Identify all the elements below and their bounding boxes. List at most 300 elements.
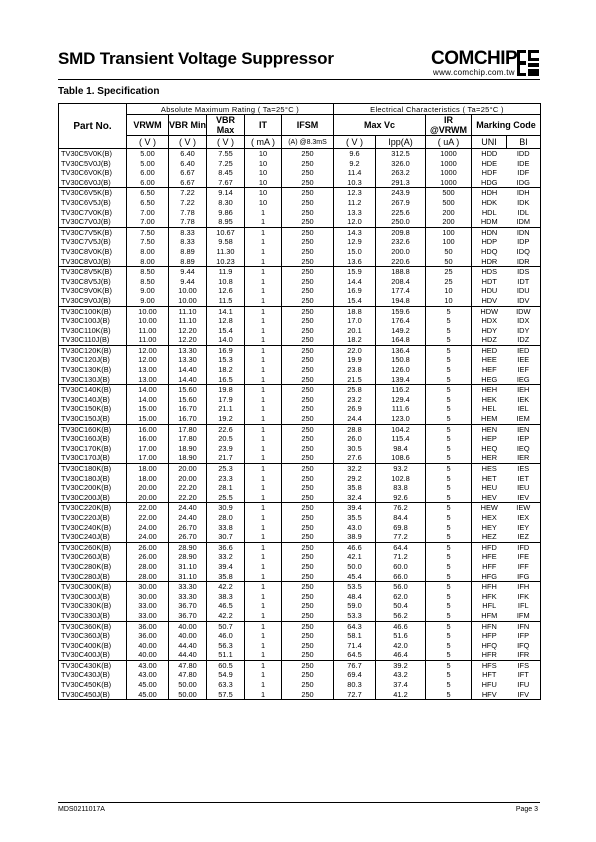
vrwm-cell: 33.00: [127, 611, 169, 621]
part-no-cell: TV30C180J(B): [59, 474, 127, 484]
max-vc-header: Max Vc: [334, 115, 426, 136]
marking-bi-cell: IEK: [507, 395, 541, 405]
part-no-cell: TV30C8V0J(B): [59, 257, 127, 267]
part-no-cell: TV30C430K(B): [59, 660, 127, 670]
it-cell: 1: [245, 247, 282, 257]
footer-rule: [58, 802, 540, 803]
vbr-max-cell: 10.67: [207, 227, 245, 237]
part-no-cell: TV30C140K(B): [59, 385, 127, 395]
vbr-max-cell: 10.8: [207, 277, 245, 287]
ipp-cell: 177.4: [376, 286, 426, 296]
vrwm-cell: 24.00: [127, 532, 169, 542]
it-cell: 1: [245, 296, 282, 306]
it-cell: 1: [245, 385, 282, 395]
table-row: [59, 690, 541, 700]
max-vc-cell: 18.8: [334, 306, 376, 316]
ifsm-cell: 250: [282, 178, 334, 188]
row-group: [59, 503, 541, 542]
marking-bi-cell: IFH: [507, 582, 541, 592]
vrwm-cell: 6.50: [127, 188, 169, 198]
table-row: [59, 434, 541, 444]
part-no-cell: TV30C220J(B): [59, 513, 127, 523]
ifsm-cell: 250: [282, 424, 334, 434]
ir-cell: 5: [426, 434, 472, 444]
ir-cell: 25: [426, 277, 472, 287]
marking-uni-cell: HFU: [472, 680, 507, 690]
table-row: [59, 464, 541, 474]
ipp-cell: 136.4: [376, 345, 426, 355]
electrical-group-header: Electrical Characteristics ( Ta=25°C ): [334, 104, 541, 115]
marking-uni-cell: HFL: [472, 601, 507, 611]
vbr-min-cell: 22.20: [169, 493, 207, 503]
max-vc-cell: 14.3: [334, 227, 376, 237]
ifsm-cell: 250: [282, 159, 334, 169]
ipp-cell: 123.0: [376, 414, 426, 424]
vbr-max-cell: 8.45: [207, 168, 245, 178]
ir-cell: 5: [426, 503, 472, 513]
ifsm-cell: 250: [282, 277, 334, 287]
vrwm-cell: 10.00: [127, 306, 169, 316]
ifsm-cell: 250: [282, 582, 334, 592]
vrwm-cell: 16.00: [127, 424, 169, 434]
table-row: [59, 650, 541, 660]
marking-bi-cell: IFN: [507, 621, 541, 631]
vbr-min-cell: 24.40: [169, 503, 207, 513]
marking-uni-cell: HFP: [472, 631, 507, 641]
ir-cell: 5: [426, 474, 472, 484]
ir-cell: 500: [426, 188, 472, 198]
it-cell: 1: [245, 621, 282, 631]
ifsm-cell: 250: [282, 198, 334, 208]
max-vc-cell: 15.9: [334, 267, 376, 277]
max-vc-cell: 64.5: [334, 650, 376, 660]
it-cell: 1: [245, 355, 282, 365]
brand-url[interactable]: www.comchip.com.tw: [433, 68, 515, 77]
ipp-cell: 263.2: [376, 168, 426, 178]
marking-uni-cell: HFF: [472, 562, 507, 572]
part-no-cell: TV30C7V5J(B): [59, 237, 127, 247]
marking-uni-cell: HEM: [472, 414, 507, 424]
marking-bi-cell: IFL: [507, 601, 541, 611]
vbr-min-unit: ( V ): [169, 136, 207, 149]
vbr-min-cell: 10.00: [169, 286, 207, 296]
marking-bi-cell: IET: [507, 474, 541, 484]
part-no-cell: TV30C6V0K(B): [59, 168, 127, 178]
vbr-min-cell: 17.80: [169, 424, 207, 434]
it-cell: 1: [245, 237, 282, 247]
vbr-max-cell: 17.9: [207, 395, 245, 405]
table-row: [59, 395, 541, 405]
document-code: MDS0211017A: [58, 806, 105, 813]
part-no-cell: TV30C5V0J(B): [59, 159, 127, 169]
max-vc-cell: 13.6: [334, 257, 376, 267]
max-vc-cell: 26.9: [347, 404, 362, 414]
ifsm-cell: 250: [282, 572, 334, 582]
vbr-max-cell: 19.2: [207, 414, 245, 424]
it-cell: 1: [245, 611, 282, 621]
table-row: [59, 335, 541, 345]
vbr-max-cell: 11.9: [207, 267, 245, 277]
ipp-cell: 188.8: [376, 267, 426, 277]
part-no-cell: TV30C140J(B): [59, 395, 127, 405]
marking-bi-cell: IDH: [507, 188, 541, 198]
ir-cell: 5: [426, 464, 472, 474]
ir-cell: 100: [426, 227, 472, 237]
part-no-cell: TV30C6V0J(B): [59, 178, 127, 188]
marking-bi-cell: IEU: [507, 483, 541, 493]
table-row: [59, 493, 541, 503]
ifsm-cell: 250: [282, 257, 334, 267]
ir-cell: 1000: [426, 168, 472, 178]
ipp-cell: 104.2: [376, 424, 426, 434]
ir-cell: 5: [426, 375, 472, 385]
max-vc-cell: 18.2: [334, 335, 376, 345]
marking-bi-cell: IDV: [507, 296, 541, 306]
vrwm-cell: 20.00: [127, 483, 169, 493]
max-vc-cell: 50.0: [347, 561, 362, 571]
vbr-min-cell: 50.00: [169, 690, 207, 700]
vbr-min-cell: 22.20: [169, 483, 207, 493]
it-cell: 1: [245, 316, 282, 326]
it-cell: 1: [245, 267, 282, 277]
part-no-cell: TV30C7V0J(B): [59, 217, 127, 227]
vrwm-cell: 13.00: [127, 365, 169, 375]
vbr-max-cell: 9.86: [207, 208, 245, 218]
it-cell: 1: [245, 395, 282, 405]
marking-bi-cell: IES: [507, 464, 541, 474]
vbr-min-cell: 13.30: [169, 345, 207, 355]
marking-uni-cell: HFM: [472, 611, 507, 621]
table-row: [59, 326, 541, 336]
part-no-cell: TV30C120K(B): [59, 345, 127, 355]
marking-uni-cell: HEG: [472, 375, 507, 385]
max-vc-cell: 15.4: [334, 296, 376, 306]
vbr-min-cell: 47.80: [169, 670, 207, 680]
vc-unit: ( V ): [334, 136, 376, 149]
vbr-min-cell: 10.00: [169, 296, 207, 306]
marking-uni-cell: HED: [472, 345, 507, 355]
table-row: [59, 385, 541, 395]
marking-uni-cell: HFH: [472, 582, 507, 592]
ir-cell: 10: [426, 286, 472, 296]
vrwm-cell: 6.50: [127, 198, 169, 208]
row-group: [59, 424, 541, 463]
vbr-max-cell: 46.0: [207, 631, 245, 641]
ir-cell: 5: [426, 621, 472, 631]
max-vc-cell: 58.1: [347, 631, 362, 641]
vrwm-cell: 12.00: [127, 355, 169, 365]
vrwm-cell: 17.00: [127, 444, 169, 454]
marking-uni-cell: HEZ: [472, 532, 507, 542]
marking-uni-cell: HDV: [472, 296, 507, 306]
ipp-cell: 312.5: [376, 149, 426, 159]
ipp-cell: 37.4: [376, 680, 426, 690]
ir-cell: 5: [426, 444, 472, 454]
vrwm-cell: 8.50: [127, 267, 169, 277]
ipp-cell: 50.4: [376, 601, 426, 611]
ir-cell: 200: [426, 217, 472, 227]
vbr-max-cell: 50.7: [207, 621, 245, 631]
table-row: [59, 168, 541, 178]
vbr-max-cell: 60.5: [207, 660, 245, 670]
ipp-cell: 84.4: [376, 513, 426, 523]
max-vc-cell: 12.9: [347, 237, 362, 247]
ifsm-cell: 250: [282, 395, 334, 405]
table-row: [59, 257, 541, 267]
ifsm-cell: 250: [282, 464, 334, 474]
max-vc-cell: 15.0: [347, 246, 362, 256]
max-vc-cell: 12.0: [334, 217, 376, 227]
marking-bi-cell: IFD: [507, 542, 541, 552]
vbr-max-cell: 30.9: [207, 503, 245, 513]
ipp-cell: 92.6: [376, 493, 426, 503]
it-cell: 1: [245, 365, 282, 375]
vbr-min-cell: 12.20: [169, 335, 207, 345]
ifsm-cell: 250: [282, 217, 334, 227]
vrwm-cell: 28.00: [127, 562, 169, 572]
table-row: [59, 513, 541, 523]
table-row: [59, 149, 541, 159]
max-vc-cell: 28.8: [334, 424, 376, 434]
max-vc-cell: 64.3: [334, 621, 376, 631]
vbr-min-cell: 36.70: [169, 601, 207, 611]
vbr-max-cell: 33.8: [207, 523, 245, 533]
vbr-min-cell: 8.33: [169, 237, 207, 247]
marking-bi-cell: IFP: [507, 631, 541, 641]
uni-unit: UNI: [472, 136, 507, 149]
ipp-cell: 194.8: [376, 296, 426, 306]
marking-uni-cell: HET: [472, 474, 507, 484]
vbr-min-cell: 8.89: [169, 257, 207, 267]
vbr-min-cell: 6.67: [169, 178, 207, 188]
ifsm-cell: 250: [282, 670, 334, 680]
vbr-max-cell: 42.2: [207, 582, 245, 592]
marking-uni-cell: HDX: [472, 316, 507, 326]
max-vc-cell: 9.2: [349, 158, 360, 168]
marking-bi-cell: IDL: [507, 208, 541, 218]
vbr-min-cell: 7.22: [169, 188, 207, 198]
ifsm-cell: 250: [282, 404, 334, 414]
marking-bi-cell: IFG: [507, 572, 541, 582]
table-row: [59, 188, 541, 198]
table-row: [59, 345, 541, 355]
vbr-min-cell: 33.30: [169, 592, 207, 602]
ipp-cell: 41.2: [376, 690, 426, 700]
marking-uni-cell: HEF: [472, 365, 507, 375]
part-no-cell: TV30C300J(B): [59, 592, 127, 602]
vbr-min-cell: 31.10: [169, 562, 207, 572]
vbr-max-cell: 35.8: [207, 572, 245, 582]
vrwm-cell: 36.00: [127, 631, 169, 641]
vbr-max-cell: 22.6: [207, 424, 245, 434]
marking-uni-cell: HDM: [472, 217, 507, 227]
marking-uni-cell: HEK: [472, 395, 507, 405]
marking-uni-cell: HEQ: [472, 444, 507, 454]
vbr-max-cell: 16.5: [207, 375, 245, 385]
vbr-min-cell: 17.80: [169, 434, 207, 444]
ifsm-cell: 250: [282, 542, 334, 552]
vrwm-cell: 12.00: [127, 345, 169, 355]
ifsm-cell: 250: [282, 474, 334, 484]
ir-cell: 5: [426, 513, 472, 523]
max-vc-cell: 12.3: [334, 188, 376, 198]
ir-cell: 1000: [426, 149, 472, 159]
marking-uni-cell: HDF: [472, 168, 507, 178]
vbr-min-cell: 6.40: [169, 149, 207, 159]
marking-uni-cell: HFT: [472, 670, 507, 680]
it-cell: 1: [245, 552, 282, 562]
marking-bi-cell: IDQ: [507, 247, 541, 257]
part-no-cell: TV30C200J(B): [59, 493, 127, 503]
ifsm-cell: 250: [282, 650, 334, 660]
it-cell: 10: [245, 188, 282, 198]
vbr-min-cell: 18.90: [169, 444, 207, 454]
max-vc-cell: 14.4: [347, 276, 362, 286]
ir-cell: 5: [426, 592, 472, 602]
vbr-max-cell: 18.2: [207, 365, 245, 375]
max-vc-cell: 80.3: [347, 680, 362, 690]
table-row: [59, 217, 541, 227]
table-row: [59, 631, 541, 641]
marking-bi-cell: IDP: [507, 237, 541, 247]
vbr-min-cell: 9.44: [169, 277, 207, 287]
vbr-max-cell: 28.0: [207, 513, 245, 523]
table-row: [59, 286, 541, 296]
ipp-cell: 83.8: [376, 483, 426, 493]
ifsm-cell: 250: [282, 414, 334, 424]
ir-unit: ( uA ): [426, 136, 472, 149]
vbr-max-cell: 25.5: [207, 493, 245, 503]
marking-uni-cell: HDG: [472, 178, 507, 188]
table-row: [59, 621, 541, 631]
marking-bi-cell: IDE: [507, 159, 541, 169]
ipp-cell: 56.2: [376, 611, 426, 621]
ipp-cell: 46.4: [376, 650, 426, 660]
marking-uni-cell: HES: [472, 464, 507, 474]
ir-cell: 50: [426, 247, 472, 257]
vbr-min-cell: 40.00: [169, 631, 207, 641]
marking-bi-cell: IDD: [507, 149, 541, 159]
marking-uni-cell: HEX: [472, 513, 507, 523]
it-cell: 1: [245, 503, 282, 513]
part-no-cell: TV30C9V0K(B): [59, 286, 127, 296]
vbr-min-cell: 20.00: [169, 474, 207, 484]
ifsm-cell: 250: [282, 601, 334, 611]
it-cell: 1: [245, 424, 282, 434]
vbr-max-header: VBR Max: [207, 115, 245, 136]
marking-bi-cell: IEP: [507, 434, 541, 444]
ifsm-cell: 250: [282, 227, 334, 237]
part-no-cell: TV30C220K(B): [59, 503, 127, 513]
table-row: [59, 414, 541, 424]
it-cell: 1: [245, 257, 282, 267]
marking-uni-cell: HDU: [472, 286, 507, 296]
part-no-cell: TV30C8V0K(B): [59, 247, 127, 257]
marking-bi-cell: IFE: [507, 552, 541, 562]
ifsm-cell: 250: [282, 385, 334, 395]
ipp-cell: 291.3: [376, 178, 426, 188]
ifsm-cell: 250: [282, 316, 334, 326]
vrwm-cell: 22.00: [127, 513, 169, 523]
marking-bi-cell: IER: [507, 453, 541, 463]
vbr-min-cell: 47.80: [169, 660, 207, 670]
ifsm-header: IFSM: [282, 115, 334, 136]
row-group: [59, 464, 541, 503]
ipp-cell: 149.2: [376, 326, 426, 336]
vbr-max-cell: 54.9: [207, 670, 245, 680]
table-row: [59, 503, 541, 513]
it-cell: 1: [245, 660, 282, 670]
marking-bi-cell: IDF: [507, 168, 541, 178]
vbr-min-cell: 7.78: [169, 217, 207, 227]
ifsm-cell: 250: [282, 296, 334, 306]
it-cell: 1: [245, 208, 282, 218]
ipp-cell: 150.8: [376, 355, 426, 365]
part-no-cell: TV30C8V5J(B): [59, 277, 127, 287]
ipp-cell: 93.2: [376, 464, 426, 474]
max-vc-cell: 23.2: [347, 394, 362, 404]
marking-uni-cell: HFG: [472, 572, 507, 582]
ifsm-cell: 250: [282, 306, 334, 316]
vrwm-cell: 6.00: [127, 178, 169, 188]
marking-uni-cell: HEE: [472, 355, 507, 365]
vbr-min-cell: 14.40: [169, 375, 207, 385]
max-vc-cell: 17.0: [347, 316, 362, 326]
max-vc-cell: 27.6: [334, 453, 376, 463]
ipp-cell: 243.9: [376, 188, 426, 198]
ifsm-cell: 250: [282, 365, 334, 375]
table-row: [59, 641, 541, 651]
vbr-max-cell: 16.9: [207, 345, 245, 355]
it-cell: 1: [245, 286, 282, 296]
it-cell: 1: [245, 631, 282, 641]
ifsm-cell: 250: [282, 513, 334, 523]
max-vc-cell: 32.4: [334, 493, 376, 503]
part-no-cell: TV30C130K(B): [59, 365, 127, 375]
vrwm-cell: 5.00: [127, 159, 169, 169]
it-cell: 10: [245, 168, 282, 178]
ifsm-cell: 250: [282, 237, 334, 247]
max-vc-cell: 21.5: [334, 375, 376, 385]
ipp-cell: 51.6: [376, 631, 426, 641]
vbr-max-cell: 11.5: [207, 296, 245, 306]
max-vc-cell: 13.3: [347, 207, 362, 217]
marking-uni-cell: HDL: [472, 208, 507, 218]
ir-cell: 5: [426, 562, 472, 572]
part-no-cell: TV30C150J(B): [59, 414, 127, 424]
vbr-max-cell: 23.3: [207, 474, 245, 484]
max-vc-cell: 30.5: [347, 443, 362, 453]
part-no-cell: TV30C200K(B): [59, 483, 127, 493]
vrwm-cell: 8.00: [127, 247, 169, 257]
vbr-max-cell: 9.58: [207, 237, 245, 247]
vbr-min-cell: 14.40: [169, 365, 207, 375]
vrwm-cell: 7.00: [127, 217, 169, 227]
vrwm-cell: 10.00: [127, 316, 169, 326]
marking-bi-cell: IEY: [507, 523, 541, 533]
max-vc-cell: 39.4: [334, 503, 376, 513]
max-vc-cell: 38.9: [334, 532, 376, 542]
vbr-min-cell: 24.40: [169, 513, 207, 523]
table-row: [59, 198, 541, 208]
max-vc-cell: 35.5: [347, 512, 362, 522]
vbr-max-cell: 12.6: [207, 286, 245, 296]
ifsm-cell: 250: [282, 503, 334, 513]
max-vc-cell: 26.0: [347, 434, 362, 444]
it-cell: 1: [245, 414, 282, 424]
part-no-cell: TV30C7V0K(B): [59, 208, 127, 218]
ifsm-cell: 250: [282, 611, 334, 621]
